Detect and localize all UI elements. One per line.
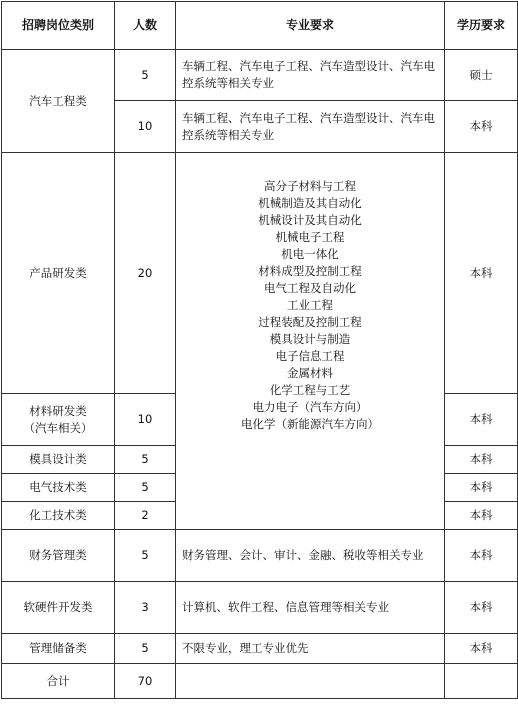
category-cell: 管理储备类	[2, 634, 115, 664]
education-cell: 硕士	[445, 50, 518, 101]
category-cell: 模具设计类	[2, 446, 115, 474]
table-row	[2, 50, 518, 101]
count-cell: 5	[115, 634, 176, 664]
count-cell: 10	[115, 101, 176, 153]
major-cell: 不限专业，理工专业优先	[176, 634, 445, 664]
header-major: 专业要求	[176, 2, 445, 50]
empty-cell	[445, 664, 518, 699]
empty-cell	[176, 664, 445, 699]
recruitment-table	[1, 1, 518, 699]
major-item: 机械制造及其自动化	[258, 195, 362, 210]
header-education: 学历要求	[445, 2, 518, 50]
category-cell: 财务管理类	[2, 530, 115, 582]
education-cell: 本科	[445, 394, 518, 446]
total-count: 70	[115, 664, 176, 699]
major-item: 电气工程及自动化	[264, 280, 356, 295]
category-cell: 汽车工程类	[2, 50, 115, 153]
table-row	[2, 530, 518, 582]
count-cell: 20	[115, 153, 176, 394]
education-cell: 本科	[445, 101, 518, 153]
table-row	[2, 153, 518, 394]
major-item: 金属材料	[287, 365, 333, 380]
header-row	[2, 2, 518, 50]
category-cell: 产品研发类	[2, 153, 115, 394]
count-cell: 5	[115, 50, 176, 101]
major-item: 化学工程与工艺	[269, 382, 351, 397]
education-cell: 本科	[445, 474, 518, 502]
count-cell: 2	[115, 502, 176, 530]
category-cell: 电气技术类	[2, 474, 115, 502]
major-item: 电子信息工程	[275, 348, 345, 363]
major-item: 电力电子（汽车方向）	[252, 399, 368, 414]
education-cell: 本科	[445, 502, 518, 530]
total-row	[2, 664, 518, 699]
category-cell: 化工技术类	[2, 502, 115, 530]
count-cell: 5	[115, 446, 176, 474]
count-cell: 10	[115, 394, 176, 446]
major-cell: 车辆工程、汽车电子工程、汽车造型设计、汽车电控系统等相关专业	[176, 50, 445, 101]
category-line: 材料研发类	[29, 403, 87, 418]
count-cell: 5	[115, 474, 176, 502]
count-cell: 5	[115, 530, 176, 582]
major-item: 材料成型及控制工程	[258, 263, 362, 278]
education-cell: 本科	[445, 530, 518, 582]
education-cell: 本科	[445, 582, 518, 634]
major-item: 机电一体化	[281, 246, 339, 261]
major-cell: 计算机、软件工程、信息管理等相关专业	[176, 582, 445, 634]
education-cell: 本科	[445, 634, 518, 664]
major-item: 电化学（新能源汽车方向）	[241, 416, 379, 431]
education-cell: 本科	[445, 446, 518, 474]
table-row	[2, 634, 518, 664]
category-cell	[2, 394, 115, 446]
education-cell: 本科	[445, 153, 518, 394]
count-cell: 3	[115, 582, 176, 634]
major-item: 机械电子工程	[275, 229, 345, 244]
total-label: 合计	[2, 664, 115, 699]
category-line: （汽车相关）	[23, 420, 93, 435]
major-item: 工业工程	[287, 297, 333, 312]
merged-major-cell	[176, 153, 445, 530]
major-item: 模具设计与制造	[269, 331, 351, 346]
major-cell: 财务管理、会计、审计、金融、税收等相关专业	[176, 530, 445, 582]
major-item: 高分子材料与工程	[264, 178, 356, 193]
category-cell: 软硬件开发类	[2, 582, 115, 634]
header-category: 招聘岗位类别	[2, 2, 115, 50]
header-count: 人数	[115, 2, 176, 50]
major-item: 机械设计及其自动化	[258, 212, 362, 227]
major-cell: 车辆工程、汽车电子工程、汽车造型设计、汽车电控系统等相关专业	[176, 101, 445, 153]
major-item: 过程装配及控制工程	[258, 314, 362, 329]
table-row	[2, 582, 518, 634]
